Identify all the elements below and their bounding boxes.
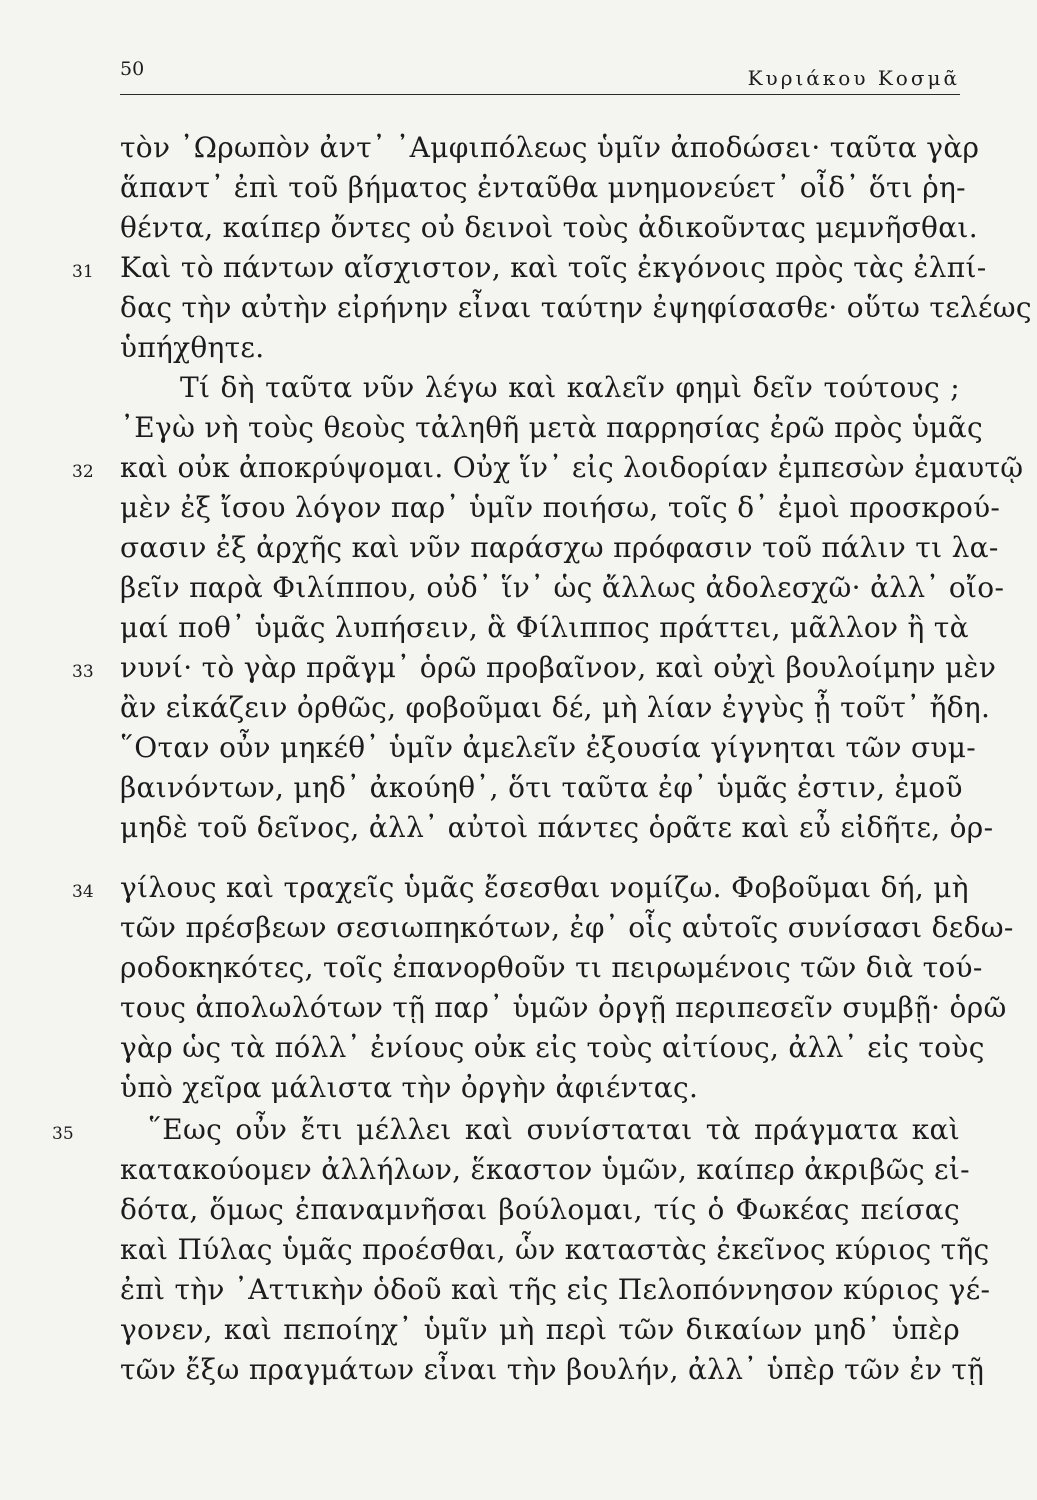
text-line: ἅπαντ᾿ ἐπὶ τοῦ βήματος ἐνταῦθα μνημονεύετ᾿ οἶδ᾿ ὅτι ῥη- (120, 171, 966, 204)
text-line: τῶν ἔξω πραγμάτων εἶναι τὴν βουλήν, ἀλλ᾿ ὑπὲρ τῶν ἐν τῇ (120, 1353, 985, 1386)
text-line: δας τὴν αὐτὴν εἰρήνην εἶναι ταύτην ἐψηφίσασθε· οὕτω τελέως (120, 291, 1032, 324)
text-line: μὲν ἐξ ἴσου λόγον παρ᾿ ὑμῖν ποιήσω, τοῖς δ᾿ ἐμοὶ προσκρού- (120, 491, 1001, 524)
text-line: ῞Εως οὖν ἔτι μέλλει καὶ συνίσταται τὰ πράγματα καὶ (148, 1113, 960, 1146)
section-number-35: 35 (52, 1124, 74, 1144)
text-line: ῞Οταν οὖν μηκέθ᾿ ὑμῖν ἀμελεῖν ἐξουσία γίγνηται τῶν συμ- (120, 731, 976, 764)
text-line: τὸν ᾿Ωρωπὸν ἀντ᾿ ᾿Αμφιπόλεως ὑμῖν ἀποδώσει· ταῦτα γὰρ (120, 131, 980, 164)
running-head: Κυριάκου Κοσμᾶ (747, 66, 960, 90)
text-line: γίλους καὶ τραχεῖς ὑμᾶς ἔσεσθαι νομίζω. Φοβοῦμαι δή, μὴ (120, 871, 969, 904)
text-line: Καὶ τὸ πάντων αἴσχιστον, καὶ τοῖς ἐκγόνοις πρὸς τὰς ἐλπί- (120, 251, 987, 284)
text-line: καὶ οὐκ ἀποκρύψομαι. Οὐχ ἵν᾿ εἰς λοιδορίαν ἐμπεσὼν ἐμαυτῷ (120, 451, 1024, 484)
text-line: δότα, ὅμως ἐπαναμνῆσαι βούλομαι, τίς ὁ Φωκέας πείσας (120, 1193, 960, 1226)
text-line: θέντα, καίπερ ὄντες οὐ δεινοὶ τοὺς ἀδικοῦντας μεμνῆσθαι. (120, 211, 978, 244)
text-line: μαί ποθ᾿ ὑμᾶς λυπήσειν, ἃ Φίλιππος πράττει, μᾶλλον ἢ τὰ (120, 611, 969, 644)
text-line: σασιν ἐξ ἀρχῆς καὶ νῦν παράσχω πρόφασιν τοῦ πάλιν τι λα- (120, 531, 999, 564)
page-header (120, 52, 960, 95)
text-line: ᾿Εγὼ νὴ τοὺς θεοὺς τἀληθῆ μετὰ παρρησίας ἐρῶ πρὸς ὑμᾶς (120, 411, 983, 444)
text-line: νυνί· τὸ γὰρ πρᾶγμ᾿ ὁρῶ προβαῖνον, καὶ οὐχὶ βουλοίμην μὲν (120, 651, 997, 684)
text-line: ἂν εἰκάζειν ὀρθῶς, φοβοῦμαι δέ, μὴ λίαν ἐγγὺς ᾖ τοῦτ᾿ ἤδη. (120, 691, 991, 724)
text-line: γὰρ ὡς τὰ πόλλ᾿ ἐνίους οὐκ εἰς τοὺς αἰτίους, ἀλλ᾿ εἰς τοὺς (120, 1031, 985, 1064)
text-line: ἐπὶ τὴν ᾿Αττικὴν ὁδοῦ καὶ τῆς εἰς Πελοπόννησον κύριος γέ- (120, 1273, 991, 1306)
section-number-32: 32 (72, 462, 94, 482)
text-line: γονεν, καὶ πεποίηχ᾿ ὑμῖν μὴ περὶ τῶν δικαίων μηδ᾿ ὑπὲρ (120, 1313, 960, 1346)
text-line: ὑπὸ χεῖρα μάλιστα τὴν ὀργὴν ἀφιέντας. (120, 1071, 699, 1104)
section-number-33: 33 (72, 662, 94, 682)
section-number-31: 31 (72, 262, 94, 282)
text-line: βεῖν παρὰ Φιλίππου, οὐδ᾿ ἵν᾿ ὡς ἄλλως ἀδολεσχῶ· ἀλλ᾿ οἴο- (120, 571, 1005, 604)
text-line: τους ἀπολωλότων τῇ παρ᾿ ὑμῶν ὀργῇ περιπεσεῖν συμβῇ· ὁρῶ (120, 991, 1007, 1024)
text-line: κατακούομεν ἀλλήλων, ἕκαστον ὑμῶν, καίπερ ἀκριβῶς εἰ- (120, 1153, 970, 1186)
text-line: Τί δὴ ταῦτα νῦν λέγω καὶ καλεῖν φημὶ δεῖν τούτους ; (180, 371, 960, 404)
text-line: βαινόντων, μηδ᾿ ἀκούηθ᾿, ὅτι ταῦτα ἐφ᾿ ὑμᾶς ἐστιν, ἐμοῦ (120, 771, 963, 804)
page-number: 50 (120, 58, 145, 80)
text-line: ροδοκηκότες, τοῖς ἐπανορθοῦν τι πειρωμένοις τῶν διὰ τού- (120, 951, 983, 984)
text-line: ὑπήχθητε. (120, 331, 265, 364)
text-line: καὶ Πύλας ὑμᾶς προέσθαι, ὧν καταστὰς ἐκεῖνος κύριος τῆς (120, 1233, 990, 1266)
text-line: μηδὲ τοῦ δεῖνος, ἀλλ᾿ αὐτοὶ πάντες ὁρᾶτε καὶ εὖ εἰδῆτε, ὀρ- (120, 811, 994, 844)
section-number-34: 34 (72, 882, 94, 902)
text-line: τῶν πρέσβεων σεσιωπηκότων, ἐφ᾿ οἷς αὑτοῖς συνίσασι δεδω- (120, 911, 1014, 944)
